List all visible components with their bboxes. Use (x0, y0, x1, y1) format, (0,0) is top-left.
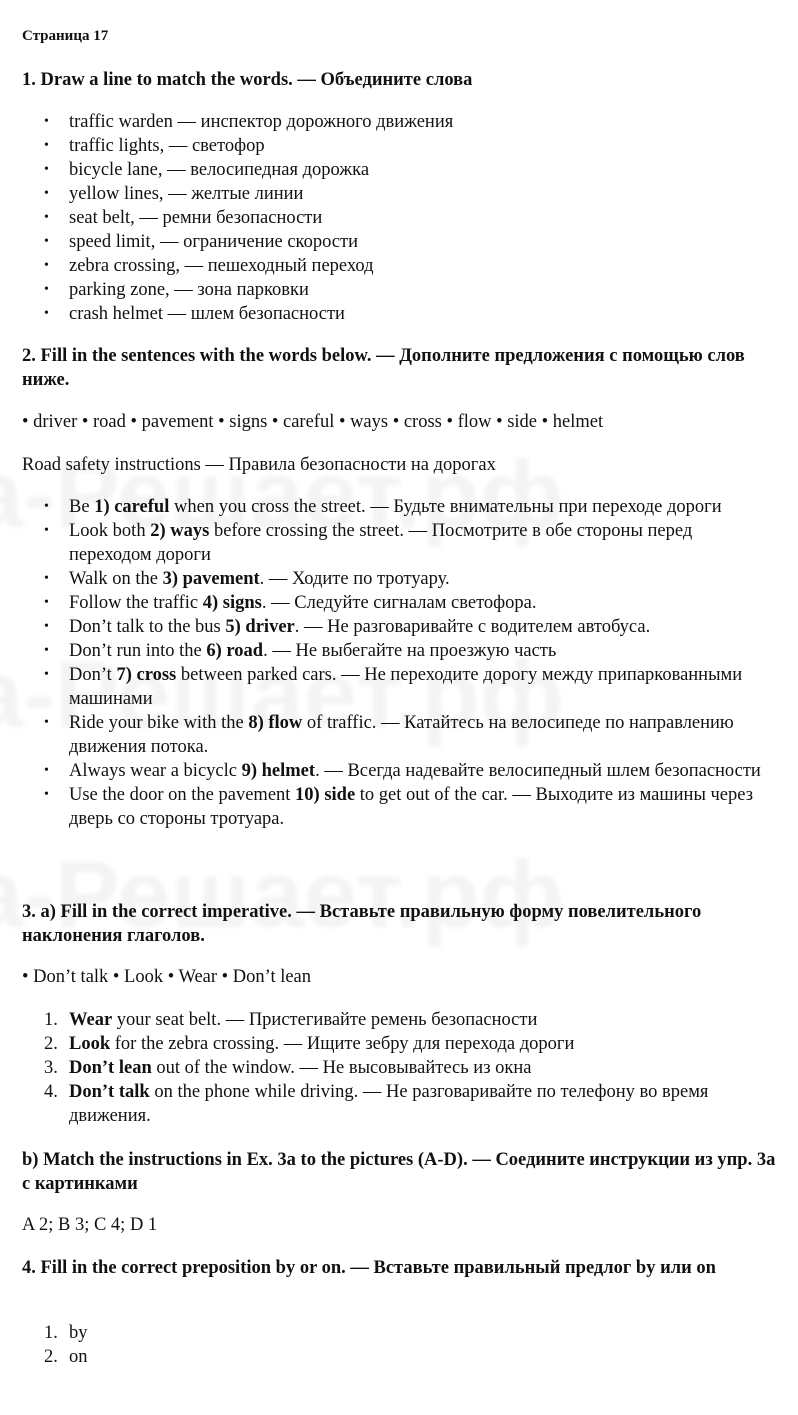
sentence-after: for the zebra crossing. — Ищите зебру для перехода дороги (110, 1034, 575, 1054)
sentence-after: between parked cars. — Не переходите дорогу между припаркованными машинами (69, 665, 743, 709)
item-number: 2. (44, 1034, 58, 1054)
answer: on (69, 1347, 88, 1367)
sentence-before: Look both (69, 521, 151, 541)
item-number: 1. (44, 1323, 58, 1343)
exercise-3b-answer: A 2; B 3; C 4; D 1 (22, 1215, 158, 1235)
sentence-after: . — Не разговаривайте с водителем автобуса. (294, 617, 651, 637)
answer: 9) helmet (241, 761, 316, 781)
list-item: • traffic lights, — светофор (22, 134, 777, 158)
answer: 2) ways (150, 521, 210, 541)
sentence-before: Use the door on the pavement (69, 785, 296, 805)
answer: by (69, 1323, 88, 1343)
exercise-2-word-bank: • driver • road • pavement • signs • careful • ways • cross • flow • side • helmet (22, 412, 604, 432)
answer: 1) careful (94, 497, 170, 517)
list-item (22, 639, 777, 663)
sentence-after: to get out of the car. — Выходите из машины через дверь со стороны тротуара. (69, 785, 754, 829)
list-item: • traffic warden — инспектор дорожного движения (22, 110, 777, 134)
list-item (22, 1008, 777, 1032)
item-number: 4. (44, 1082, 58, 1102)
sentence-before: Don’t talk to the bus (69, 617, 226, 637)
list-item: • bicycle lane, — велосипедная дорожка (22, 158, 777, 182)
exercise-3a-list (22, 1008, 777, 1128)
sentence-before: Always wear a bicyclc (69, 761, 242, 781)
list-item (22, 1032, 777, 1056)
sentence-before: Follow the traffic (69, 593, 203, 613)
item-number: 3. (44, 1058, 58, 1078)
exercise-1-title: 1. Draw a line to match the words. — Объедините слова (22, 70, 473, 90)
sentence-after: when you cross the street. — Будьте внимательны при переходе дороги (169, 497, 722, 517)
exercise-number: 3. (22, 902, 36, 922)
answer: Don’t lean (69, 1058, 152, 1078)
list-item (22, 1345, 777, 1369)
sentence-before: Ride your bike with the (69, 713, 249, 733)
list-item: • crash helmet — шлем безопасности (22, 302, 777, 326)
answer: 4) signs (202, 593, 262, 613)
exercise-3a-title-text: a) Fill in the correct imperative. — Вставьте правильную форму повелительного наклонения глаголов. (22, 902, 702, 946)
answer: 3) pavement (162, 569, 260, 589)
sentence-before: Don’t (69, 665, 117, 685)
answer: 6) road (206, 641, 264, 661)
list-item (22, 495, 777, 519)
answer: Wear (69, 1010, 113, 1030)
list-item (22, 1080, 777, 1128)
answer: 5) driver (225, 617, 295, 637)
answer: Don’t talk (69, 1082, 150, 1102)
list-item (22, 615, 777, 639)
answer: 8) flow (248, 713, 303, 733)
list-item (22, 1056, 777, 1080)
sentence-after: before crossing the street. — Посмотрите в обе стороны перед переходом дороги (69, 521, 693, 565)
answer: Look (69, 1034, 111, 1054)
sentence-after: . — Ходите по тротуару. (259, 569, 450, 589)
sentence-after: out of the window. — Не высовывайтесь из окна (151, 1058, 532, 1078)
list-item (22, 1321, 777, 1345)
sentence-after: . — Всегда надевайте велосипедный шлем безопасности (315, 761, 761, 781)
list-item: • zebra crossing, — пешеходный переход (22, 254, 777, 278)
page-label: Страница 17 (22, 28, 109, 44)
list-item (22, 591, 777, 615)
list-item: • speed limit, — ограничение скорости (22, 230, 777, 254)
sentence-after: of traffic. — Катайтесь на велосипеде по направлению движения потока. (69, 713, 734, 757)
item-number: 2. (44, 1347, 58, 1367)
answer: 7) cross (116, 665, 177, 685)
exercise-2-list (22, 495, 777, 831)
list-item (22, 519, 777, 567)
item-number: 1. (44, 1010, 58, 1030)
sentence-before: Walk on the (69, 569, 163, 589)
sentence-after: . — Следуйте сигналам светофора. (261, 593, 537, 613)
list-item (22, 567, 777, 591)
exercise-3a-title (22, 900, 782, 948)
sentence-after: your seat belt. — Пристегивайте ремень безопасности (112, 1010, 538, 1030)
list-item: • parking zone, — зона парковки (22, 278, 777, 302)
exercise-1-list (22, 110, 777, 326)
list-item (22, 711, 777, 759)
exercise-4-list (22, 1321, 777, 1369)
exercise-3a-word-bank: • Don’t talk • Look • Wear • Don’t lean (22, 967, 312, 987)
sentence-before: Be (69, 497, 95, 517)
answer: 10) side (295, 785, 356, 805)
list-item (22, 663, 777, 711)
list-item: • yellow lines, — желтые линии (22, 182, 777, 206)
list-item: • seat belt, — ремни безопасности (22, 206, 777, 230)
sentence-after: on the phone while driving. — Не разговаривайте по телефону во время движения. (69, 1082, 709, 1126)
exercise-2-title: 2. Fill in the sentences with the words below. — Дополните предложения с помощью слов ниже. (22, 346, 745, 390)
list-item (22, 783, 777, 831)
exercise-2-subtitle: Road safety instructions — Правила безопасности на дорогах (22, 455, 496, 475)
exercise-3b-title: b) Match the instructions in Ex. 3a to the pictures (A-D). — Соедините инструкции из упр. 3а с картинками (22, 1150, 776, 1194)
exercise-4-title: 4. Fill in the correct preposition by or on. — Вставьте правильный предлог by или on (22, 1258, 716, 1278)
list-item (22, 759, 777, 783)
sentence-after: . — Не выбегайте на проезжую часть (263, 641, 557, 661)
sentence-before: Don’t run into the (69, 641, 207, 661)
